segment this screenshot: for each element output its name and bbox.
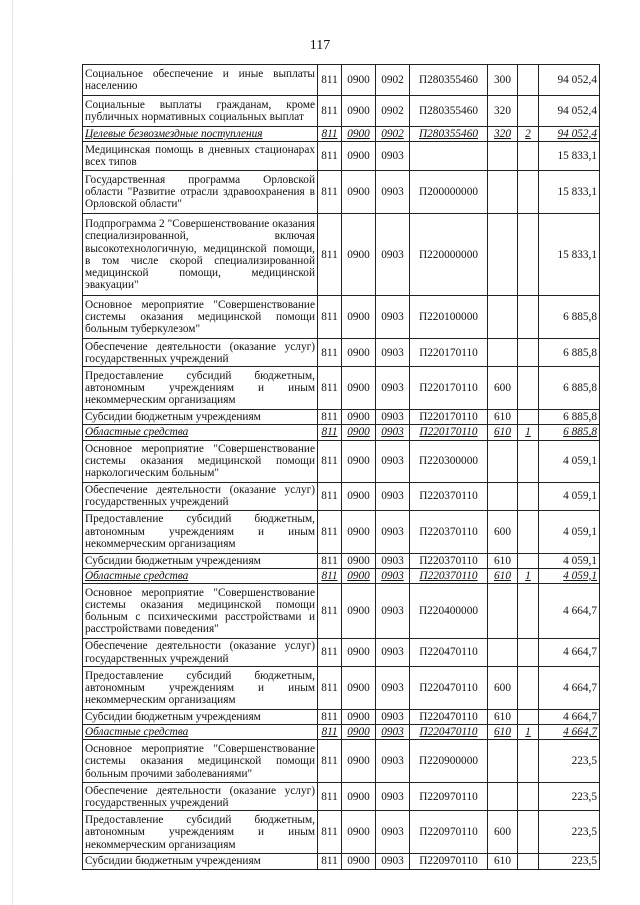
expense-type-cell: 610 — [488, 410, 518, 425]
expense-type-cell: 610 — [488, 553, 518, 568]
section-code-cell: 0900 — [342, 811, 376, 854]
amount-cell: 4 664,7 — [539, 639, 600, 667]
table-row — [83, 482, 600, 510]
amount-cell: 15 833,1 — [539, 171, 600, 214]
table-row — [83, 639, 600, 667]
grbs-code-cell: 811 — [318, 65, 342, 96]
grbs-code-cell: 811 — [318, 296, 342, 339]
amount-cell: 94 052,4 — [539, 127, 600, 142]
expense-type-cell: 600 — [488, 811, 518, 854]
funding-source-cell — [518, 96, 539, 127]
grbs-code-cell: 811 — [318, 482, 342, 510]
funding-source-cell — [518, 142, 539, 171]
grbs-code-cell: 811 — [318, 367, 342, 410]
subsection-code-cell: 0903 — [376, 783, 410, 811]
grbs-code-cell: 811 — [318, 127, 342, 142]
table-row — [83, 740, 600, 783]
section-code-cell: 0900 — [342, 127, 376, 142]
funding-source-cell — [518, 440, 539, 482]
row-name-cell: Медицинская помощь в дневных стационарах всех типов — [83, 142, 318, 171]
target-article-cell: П220970110 — [410, 811, 488, 854]
expense-type-cell — [488, 296, 518, 339]
grbs-code-cell: 811 — [318, 214, 342, 296]
subsection-code-cell: 0902 — [376, 96, 410, 127]
table-row — [83, 510, 600, 553]
row-name-cell: Предоставление субсидий бюджетным, автономным учреждениям и иным некоммерческим организациям — [83, 667, 318, 710]
funding-source-cell — [518, 811, 539, 854]
target-article-cell: П220470110 — [410, 639, 488, 667]
grbs-code-cell: 811 — [318, 740, 342, 783]
section-code-cell: 0900 — [342, 482, 376, 510]
section-code-cell: 0900 — [342, 425, 376, 440]
amount-cell: 4 059,1 — [539, 440, 600, 482]
target-article-cell: П280355460 — [410, 96, 488, 127]
target-article-cell: П220000000 — [410, 214, 488, 296]
grbs-code-cell: 811 — [318, 440, 342, 482]
target-article-cell: П220370110 — [410, 510, 488, 553]
subsection-code-cell: 0903 — [376, 440, 410, 482]
section-code-cell: 0900 — [342, 65, 376, 96]
funding-source-cell — [518, 339, 539, 367]
row-name-cell: Обеспечение деятельности (оказание услуг) государственных учреждений — [83, 783, 318, 811]
subsection-code-cell: 0903 — [376, 171, 410, 214]
row-name-cell: Областные средства — [83, 568, 318, 583]
row-name-cell: Социальные выплаты гражданам, кроме публичных нормативных социальных выплат — [83, 96, 318, 127]
target-article-cell: П220300000 — [410, 440, 488, 482]
row-name-cell: Подпрограмма 2 "Совершенствование оказания специализированной, включая высокотехнологичную, медицинской помощи, в том числе скорой специализированной медицинской помощи, медицинской эвакуации" — [83, 214, 318, 296]
target-article-cell: П220470110 — [410, 725, 488, 740]
table-row — [83, 339, 600, 367]
subsection-code-cell: 0903 — [376, 725, 410, 740]
subsection-code-cell: 0903 — [376, 740, 410, 783]
subsection-code-cell: 0903 — [376, 584, 410, 639]
target-article-cell: П280355460 — [410, 65, 488, 96]
subsection-code-cell: 0903 — [376, 639, 410, 667]
table-row — [83, 568, 600, 583]
row-name-cell: Субсидии бюджетным учреждениям — [83, 710, 318, 725]
table-row — [83, 783, 600, 811]
grbs-code-cell: 811 — [318, 410, 342, 425]
subsection-code-cell: 0902 — [376, 127, 410, 142]
subsection-code-cell: 0903 — [376, 339, 410, 367]
amount-cell: 6 885,8 — [539, 425, 600, 440]
target-article-cell: П220400000 — [410, 584, 488, 639]
funding-source-cell — [518, 667, 539, 710]
amount-cell: 4 664,7 — [539, 725, 600, 740]
table-row — [83, 440, 600, 482]
section-code-cell: 0900 — [342, 725, 376, 740]
subsection-code-cell: 0903 — [376, 214, 410, 296]
subsection-code-cell: 0903 — [376, 410, 410, 425]
grbs-code-cell: 811 — [318, 854, 342, 869]
amount-cell: 4 059,1 — [539, 482, 600, 510]
amount-cell: 4 664,7 — [539, 667, 600, 710]
target-article-cell: П220170110 — [410, 339, 488, 367]
row-name-cell: Предоставление субсидий бюджетным, автономным учреждениям и иным некоммерческим организациям — [83, 811, 318, 854]
funding-source-cell — [518, 740, 539, 783]
section-code-cell: 0900 — [342, 553, 376, 568]
section-code-cell: 0900 — [342, 214, 376, 296]
row-name-cell: Основное мероприятие "Совершенствование системы оказания медицинской помощи наркологическим больным" — [83, 440, 318, 482]
table-row — [83, 142, 600, 171]
table-row — [83, 667, 600, 710]
expense-type-cell: 300 — [488, 65, 518, 96]
subsection-code-cell: 0903 — [376, 482, 410, 510]
amount-cell: 223,5 — [539, 811, 600, 854]
grbs-code-cell: 811 — [318, 510, 342, 553]
grbs-code-cell: 811 — [318, 553, 342, 568]
target-article-cell: П220470110 — [410, 710, 488, 725]
section-code-cell: 0900 — [342, 854, 376, 869]
subsection-code-cell: 0903 — [376, 568, 410, 583]
grbs-code-cell: 811 — [318, 710, 342, 725]
section-code-cell: 0900 — [342, 142, 376, 171]
section-code-cell: 0900 — [342, 96, 376, 127]
expense-type-cell — [488, 142, 518, 171]
table-row — [83, 854, 600, 869]
table-row — [83, 425, 600, 440]
table-row — [83, 710, 600, 725]
target-article-cell: П200000000 — [410, 171, 488, 214]
target-article-cell: П220170110 — [410, 425, 488, 440]
row-name-cell: Областные средства — [83, 725, 318, 740]
expense-type-cell: 610 — [488, 854, 518, 869]
subsection-code-cell: 0903 — [376, 811, 410, 854]
row-name-cell: Основное мероприятие "Совершенствование системы оказания медицинской помощи больным с психическими расстройствами и расстройствами поведения" — [83, 584, 318, 639]
amount-cell: 94 052,4 — [539, 65, 600, 96]
expense-type-cell: 320 — [488, 96, 518, 127]
page-number: 117 — [309, 38, 331, 53]
amount-cell: 94 052,4 — [539, 96, 600, 127]
subsection-code-cell: 0903 — [376, 710, 410, 725]
table-row — [83, 811, 600, 854]
row-name-cell: Государственная программа Орловской области "Развитие отрасли здравоохранения в Орловской области" — [83, 171, 318, 214]
funding-source-cell — [518, 510, 539, 553]
section-code-cell: 0900 — [342, 171, 376, 214]
target-article-cell: П220170110 — [410, 367, 488, 410]
target-article-cell: П220970110 — [410, 783, 488, 811]
section-code-cell: 0900 — [342, 783, 376, 811]
amount-cell: 4 664,7 — [539, 710, 600, 725]
expense-type-cell — [488, 171, 518, 214]
expense-type-cell — [488, 339, 518, 367]
grbs-code-cell: 811 — [318, 584, 342, 639]
subsection-code-cell: 0903 — [376, 854, 410, 869]
expense-type-cell: 610 — [488, 568, 518, 583]
grbs-code-cell: 811 — [318, 811, 342, 854]
table-row — [83, 96, 600, 127]
table-row — [83, 553, 600, 568]
amount-cell: 4 059,1 — [539, 568, 600, 583]
row-name-cell: Субсидии бюджетным учреждениям — [83, 410, 318, 425]
expense-type-cell: 600 — [488, 367, 518, 410]
expense-type-cell — [488, 440, 518, 482]
row-name-cell: Социальное обеспечение и иные выплаты населению — [83, 65, 318, 96]
amount-cell: 4 059,1 — [539, 510, 600, 553]
table-row — [83, 367, 600, 410]
table-row — [83, 65, 600, 96]
subsection-code-cell: 0903 — [376, 142, 410, 171]
funding-source-cell: 1 — [518, 568, 539, 583]
target-article-cell: П220370110 — [410, 482, 488, 510]
funding-source-cell — [518, 783, 539, 811]
target-article-cell: П220100000 — [410, 296, 488, 339]
funding-source-cell — [518, 171, 539, 214]
row-name-cell: Основное мероприятие "Совершенствование системы оказания медицинской помощи больным прочими заболеваниями" — [83, 740, 318, 783]
grbs-code-cell: 811 — [318, 667, 342, 710]
expense-type-cell: 600 — [488, 667, 518, 710]
grbs-code-cell: 811 — [318, 783, 342, 811]
expense-type-cell: 600 — [488, 510, 518, 553]
table-row — [83, 584, 600, 639]
table-row — [83, 171, 600, 214]
grbs-code-cell: 811 — [318, 142, 342, 171]
row-name-cell: Областные средства — [83, 425, 318, 440]
row-name-cell: Обеспечение деятельности (оказание услуг) государственных учреждений — [83, 639, 318, 667]
funding-source-cell: 2 — [518, 127, 539, 142]
funding-source-cell — [518, 482, 539, 510]
scan-edge-shadow — [12, 0, 13, 905]
grbs-code-cell: 811 — [318, 568, 342, 583]
row-name-cell: Обеспечение деятельности (оказание услуг) государственных учреждений — [83, 339, 318, 367]
target-article-cell — [410, 142, 488, 171]
funding-source-cell — [518, 65, 539, 96]
target-article-cell: П220470110 — [410, 667, 488, 710]
subsection-code-cell: 0902 — [376, 65, 410, 96]
funding-source-cell — [518, 639, 539, 667]
section-code-cell: 0900 — [342, 584, 376, 639]
funding-source-cell — [518, 296, 539, 339]
section-code-cell: 0900 — [342, 510, 376, 553]
grbs-code-cell: 811 — [318, 339, 342, 367]
target-article-cell: П220970110 — [410, 854, 488, 869]
table-row — [83, 214, 600, 296]
target-article-cell: П220370110 — [410, 553, 488, 568]
section-code-cell: 0900 — [342, 667, 376, 710]
section-code-cell: 0900 — [342, 568, 376, 583]
row-name-cell: Субсидии бюджетным учреждениям — [83, 553, 318, 568]
section-code-cell: 0900 — [342, 367, 376, 410]
funding-source-cell — [518, 854, 539, 869]
expense-type-cell — [488, 783, 518, 811]
expense-type-cell: 320 — [488, 127, 518, 142]
section-code-cell: 0900 — [342, 740, 376, 783]
subsection-code-cell: 0903 — [376, 510, 410, 553]
subsection-code-cell: 0903 — [376, 667, 410, 710]
target-article-cell: П220900000 — [410, 740, 488, 783]
target-article-cell: П220170110 — [410, 410, 488, 425]
grbs-code-cell: 811 — [318, 725, 342, 740]
table-row — [83, 410, 600, 425]
row-name-cell: Основное мероприятие "Совершенствование системы оказания медицинской помощи больным туберкулезом" — [83, 296, 318, 339]
section-code-cell: 0900 — [342, 639, 376, 667]
funding-source-cell: 1 — [518, 725, 539, 740]
expense-type-cell — [488, 584, 518, 639]
row-name-cell: Субсидии бюджетным учреждениям — [83, 854, 318, 869]
amount-cell: 223,5 — [539, 740, 600, 783]
funding-source-cell — [518, 410, 539, 425]
grbs-code-cell: 811 — [318, 96, 342, 127]
expense-type-cell: 610 — [488, 725, 518, 740]
funding-source-cell — [518, 367, 539, 410]
funding-source-cell: 1 — [518, 425, 539, 440]
funding-source-cell — [518, 214, 539, 296]
section-code-cell: 0900 — [342, 440, 376, 482]
table-row — [83, 127, 600, 142]
funding-source-cell — [518, 553, 539, 568]
amount-cell: 15 833,1 — [539, 142, 600, 171]
funding-source-cell — [518, 584, 539, 639]
table-row — [83, 725, 600, 740]
section-code-cell: 0900 — [342, 410, 376, 425]
expense-type-cell: 610 — [488, 425, 518, 440]
section-code-cell: 0900 — [342, 710, 376, 725]
row-name-cell: Обеспечение деятельности (оказание услуг) государственных учреждений — [83, 482, 318, 510]
amount-cell: 4 664,7 — [539, 584, 600, 639]
section-code-cell: 0900 — [342, 296, 376, 339]
grbs-code-cell: 811 — [318, 425, 342, 440]
expense-type-cell — [488, 214, 518, 296]
grbs-code-cell: 811 — [318, 639, 342, 667]
expense-type-cell: 610 — [488, 710, 518, 725]
subsection-code-cell: 0903 — [376, 296, 410, 339]
budget-table — [82, 64, 600, 870]
expense-type-cell — [488, 639, 518, 667]
amount-cell: 6 885,8 — [539, 367, 600, 410]
amount-cell: 6 885,8 — [539, 410, 600, 425]
expense-type-cell — [488, 740, 518, 783]
amount-cell: 6 885,8 — [539, 296, 600, 339]
table-row — [83, 296, 600, 339]
section-code-cell: 0900 — [342, 339, 376, 367]
amount-cell: 4 059,1 — [539, 553, 600, 568]
amount-cell: 15 833,1 — [539, 214, 600, 296]
amount-cell: 223,5 — [539, 854, 600, 869]
amount-cell: 6 885,8 — [539, 339, 600, 367]
row-name-cell: Целевые безвозмездные поступления — [83, 127, 318, 142]
expense-type-cell — [488, 482, 518, 510]
grbs-code-cell: 811 — [318, 171, 342, 214]
row-name-cell: Предоставление субсидий бюджетным, автономным учреждениям и иным некоммерческим организациям — [83, 367, 318, 410]
amount-cell: 223,5 — [539, 783, 600, 811]
subsection-code-cell: 0903 — [376, 367, 410, 410]
row-name-cell: Предоставление субсидий бюджетным, автономным учреждениям и иным некоммерческим организациям — [83, 510, 318, 553]
subsection-code-cell: 0903 — [376, 553, 410, 568]
subsection-code-cell: 0903 — [376, 425, 410, 440]
target-article-cell: П280355460 — [410, 127, 488, 142]
funding-source-cell — [518, 710, 539, 725]
target-article-cell: П220370110 — [410, 568, 488, 583]
